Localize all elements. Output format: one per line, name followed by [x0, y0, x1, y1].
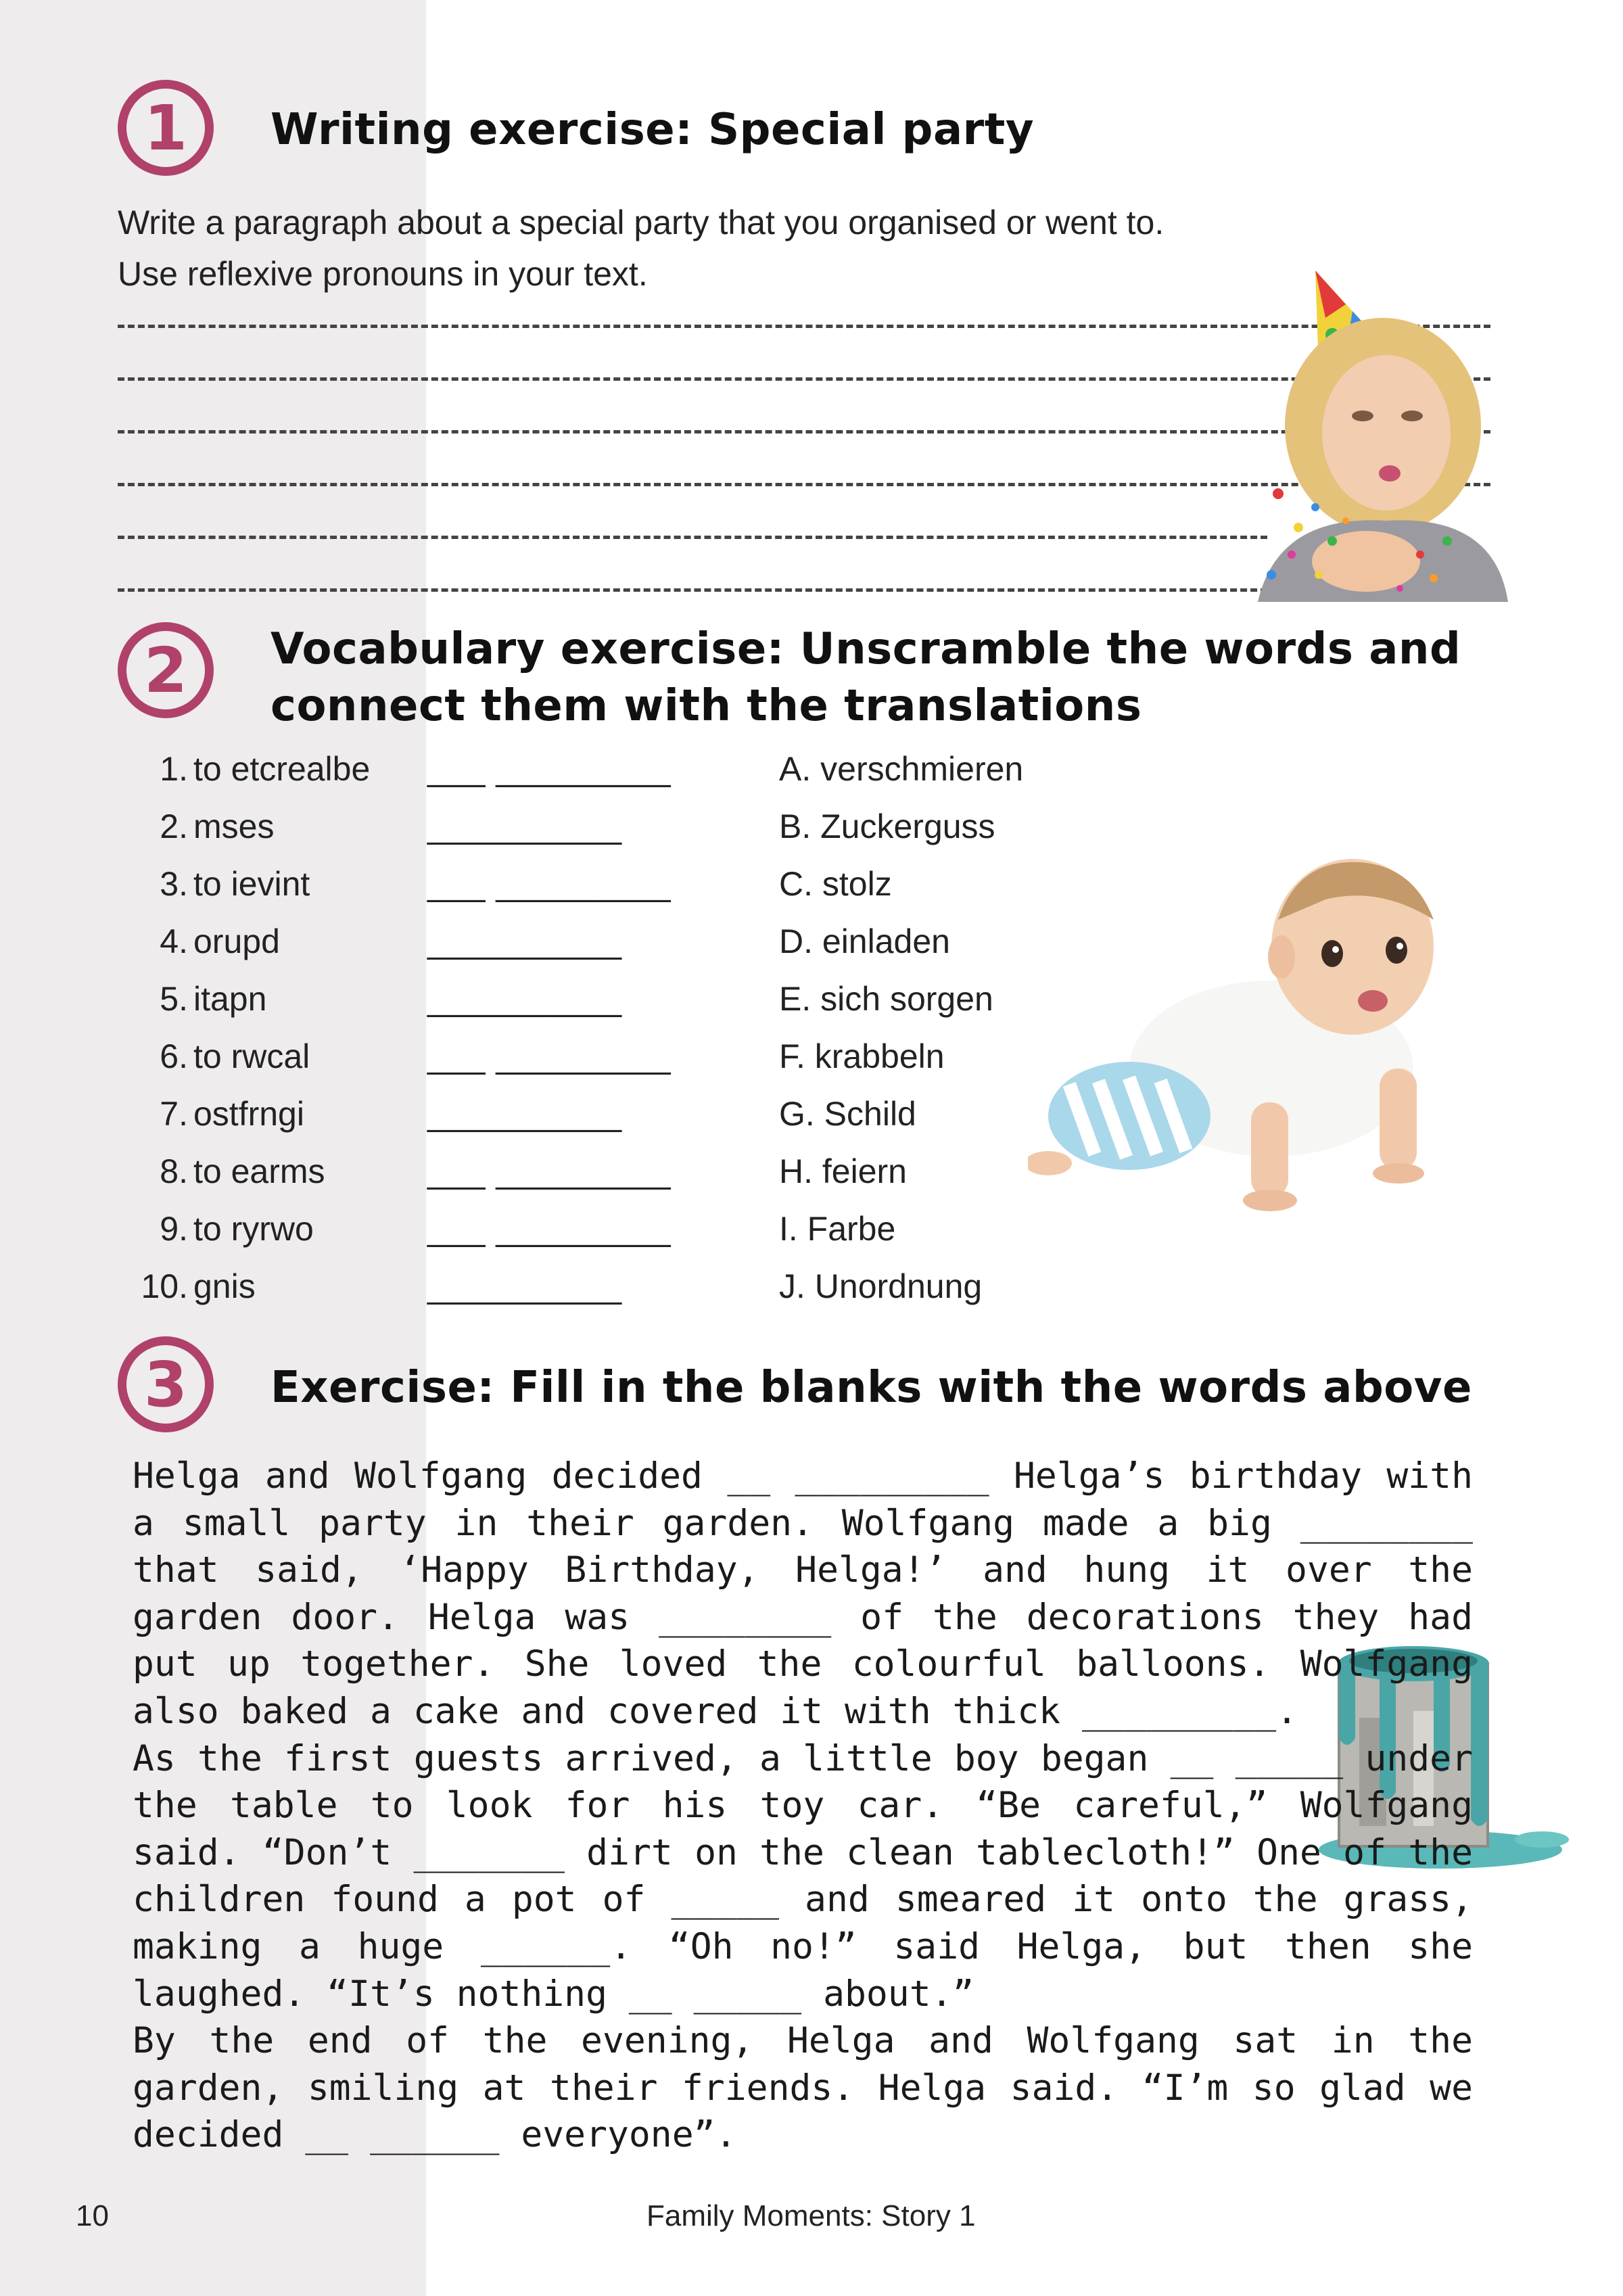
story-paragraph-1: Helga and Wolfgang decided __ _________ Helga’s birthday with a small party in their garden. Wolfgang made a big ________ that said, ‘Happy Birthday, Helga!’ and hung it over the garden door. Helga was ________ of the decorations they had put up together. She loved the colourful balloons. Wolfgang also baked a cake and covered it with thick _________.: [133, 1455, 1473, 1732]
vocab-number: 4.: [160, 922, 188, 960]
section-2-number-badge: [118, 622, 214, 718]
vocab-answer-blank[interactable]: ___ _________: [427, 1152, 672, 1190]
vocab-scrambled-word: itapn: [193, 980, 267, 1018]
party-woman-image: [1251, 271, 1515, 602]
vocab-translation: B. Zuckerguss: [779, 807, 995, 845]
vocab-translation: H. feiern: [779, 1152, 907, 1190]
vocab-number: 5.: [160, 980, 188, 1018]
section-1-instruction-line2: Use reflexive pronouns in your text.: [118, 255, 648, 293]
footer-title: Family Moments: Story 1: [646, 2199, 976, 2232]
section-3-heading: Exercise: Fill in the blanks with the words above: [270, 1363, 1472, 1413]
vocab-scrambled-word: to etcrealbe: [193, 750, 371, 788]
section-2-heading-line2: connect them with the translations: [270, 681, 1142, 731]
vocab-row: [0, 1094, 1150, 1151]
vocab-answer-blank[interactable]: ___ _________: [427, 750, 672, 788]
vocab-translation: D. einladen: [779, 922, 950, 960]
vocab-translation: G. Schild: [779, 1095, 916, 1133]
section-1-number: 1: [143, 91, 187, 164]
vocab-number: 2.: [160, 807, 188, 845]
vocab-scrambled-word: ostfrngi: [193, 1095, 304, 1133]
vocab-scrambled-word: to ievint: [193, 865, 310, 903]
vocab-number: 6.: [160, 1037, 188, 1075]
vocab-scrambled-word: gnis: [193, 1267, 256, 1305]
vocab-number: 10.: [141, 1267, 188, 1305]
vocab-number: 3.: [160, 865, 188, 903]
vocab-answer-blank[interactable]: __________: [427, 980, 623, 1018]
vocab-translation: I. Farbe: [779, 1210, 896, 1248]
story-paragraph-3: By the end of the evening, Helga and Wolfgang sat in the garden, smiling at their friends. Helga said. “I’m so glad we decided __ ______ everyone”.: [133, 2020, 1473, 2156]
page-number: 10: [76, 2199, 109, 2232]
crawling-baby-image: [1028, 845, 1488, 1224]
vocab-row: [0, 979, 1150, 1036]
vocab-row: [0, 922, 1150, 979]
section-1-heading: Writing exercise: Special party: [270, 105, 1035, 155]
vocab-answer-blank[interactable]: __________: [427, 1267, 623, 1305]
section-3-number-badge: [118, 1336, 214, 1432]
vocab-number: 1.: [160, 750, 188, 788]
vocab-row: [0, 1152, 1150, 1209]
section-2-heading-line1: Vocabulary exercise: Unscramble the words and: [270, 624, 1461, 674]
vocab-scrambled-word: to rwcal: [193, 1037, 310, 1075]
vocab-translation: A. verschmieren: [779, 750, 1024, 788]
vocab-scrambled-word: mses: [193, 807, 275, 845]
writing-line[interactable]: [118, 536, 1267, 539]
vocab-row: [0, 1267, 1150, 1323]
vocab-number: 9.: [160, 1210, 188, 1248]
vocab-scrambled-word: orupd: [193, 922, 280, 960]
vocab-scrambled-word: to ryrwo: [193, 1210, 314, 1248]
story-text: [133, 1453, 1473, 2159]
vocab-translation: J. Unordnung: [779, 1267, 983, 1305]
vocab-translation: E. sich sorgen: [779, 980, 993, 1018]
vocab-row: [0, 1209, 1150, 1266]
vocab-scrambled-word: to earms: [193, 1152, 325, 1190]
story-paragraph-2: As the first guests arrived, a little boy began __ _____ under the table to look for his toy car. “Be careful,” Wolfgang said. “Don’t _______ dirt on the clean tablecloth!” One of the children found a pot of _____ and smeared it onto the grass, making a huge ______. “Oh no!” said Helga, but then she laughed. “It’s nothing __ _____ about.”: [133, 1737, 1473, 2015]
vocab-number: 8.: [160, 1152, 188, 1190]
vocab-row: [0, 1037, 1150, 1094]
vocab-answer-blank[interactable]: ___ _________: [427, 1210, 672, 1248]
vocab-answer-blank[interactable]: __________: [427, 922, 623, 960]
vocab-translation: C. stolz: [779, 865, 892, 903]
section-3-number: 3: [143, 1348, 187, 1421]
vocab-number: 7.: [160, 1095, 188, 1133]
section-1-instruction-line1: Write a paragraph about a special party that you organised or went to.: [118, 204, 1165, 241]
section-1-number-badge: [118, 80, 214, 176]
vocab-translation: F. krabbeln: [779, 1037, 945, 1075]
vocab-answer-blank[interactable]: __________: [427, 807, 623, 845]
writing-line[interactable]: [118, 588, 1267, 592]
vocab-row: [0, 807, 1150, 864]
vocab-answer-blank[interactable]: __________: [427, 1095, 623, 1133]
vocab-row: [0, 864, 1150, 921]
vocab-answer-blank[interactable]: ___ _________: [427, 865, 672, 903]
vocab-answer-blank[interactable]: ___ _________: [427, 1037, 672, 1075]
vocab-row: [0, 749, 1150, 806]
section-2-number: 2: [143, 634, 187, 707]
